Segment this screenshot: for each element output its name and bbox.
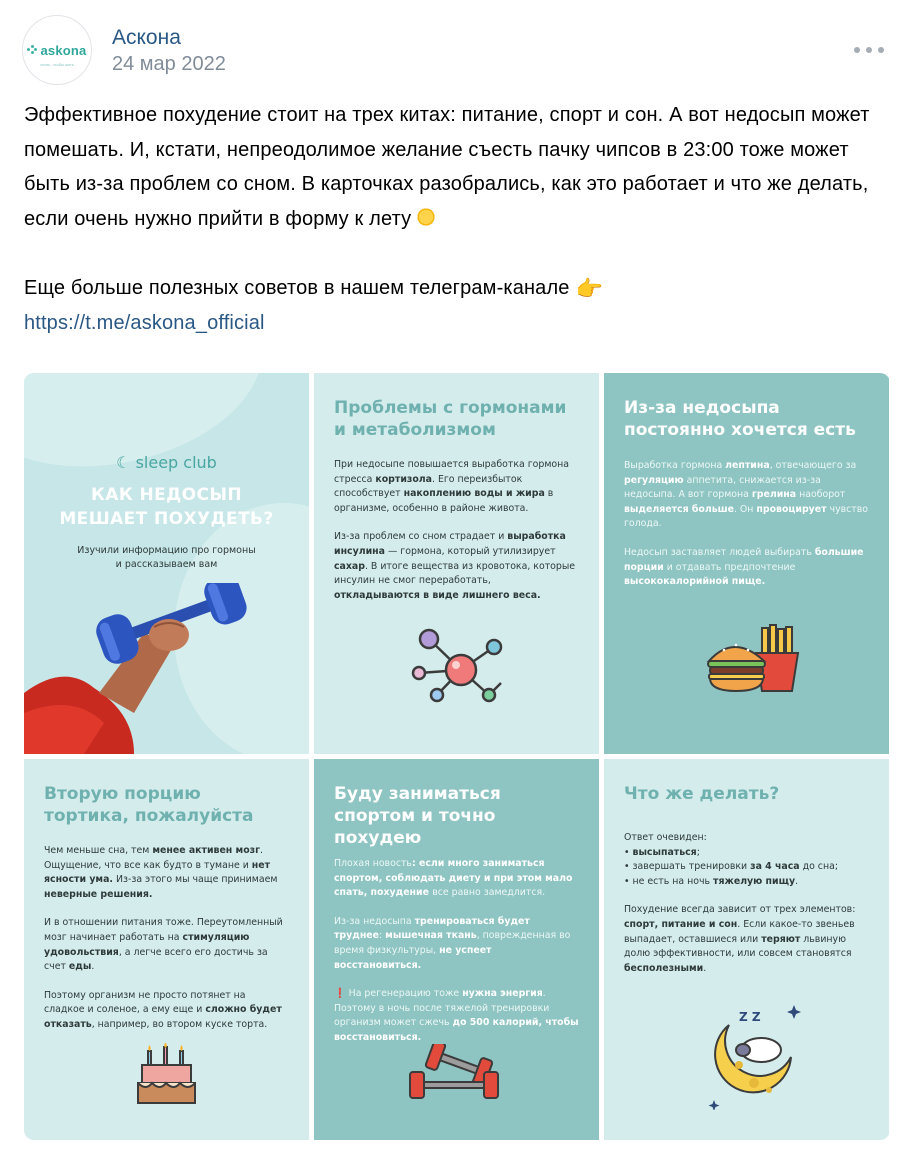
- card-1[interactable]: [24, 373, 309, 754]
- card-1-title: КАК НЕДОСЫП МЕШАЕТ ПОХУДЕТЬ?: [59, 485, 274, 529]
- card-2-body: [334, 458, 579, 617]
- avatar-logo-text: askona: [40, 42, 87, 58]
- paragraph-2-text: Еще больше полезных советов в нашем телеграм-канале: [24, 276, 570, 299]
- card-paragraph: • завершать тренировки за 4 часа до сна;: [624, 861, 838, 873]
- card-paragraph: Чем меньше сна, тем менее активен мозг. Ощущение, что все как будто в тумане и нет ясности ума. Из-за этого мы чаще принимаем неверные решения.: [44, 845, 278, 900]
- post-date[interactable]: 24 мар 2022: [112, 53, 226, 75]
- dumbbell-arm-icon: [24, 583, 309, 754]
- avatar[interactable]: [22, 15, 92, 85]
- card-4[interactable]: [24, 759, 309, 1140]
- moon-sheep-icon: [699, 995, 809, 1110]
- card-3-title: Из-за недосыпа постоянно хочется есть: [624, 398, 856, 440]
- card-6[interactable]: [604, 759, 889, 1140]
- card-paragraph: Плохая новость: если много заниматься спортом, соблюдать диету и при этом мало спать, похудение все равно замедлится.: [334, 858, 573, 899]
- post-text: [24, 98, 884, 341]
- molecule-icon: [409, 625, 509, 710]
- card-5-body: [334, 857, 579, 1060]
- card-paragraph: • не есть на ночь тяжелую пищу.: [624, 875, 799, 887]
- card-paragraph: И в отношении питания тоже. Переутомленный мозг начинает работать на стимуляцию удовольствия, а легче всего его достичь за счет еды.: [44, 917, 283, 973]
- burger-fries-icon: [704, 623, 819, 698]
- author-name[interactable]: Аскона: [112, 26, 181, 49]
- post-paragraph-1: [24, 98, 884, 236]
- dumbbells-icon: [404, 1044, 514, 1104]
- card-2[interactable]: [314, 373, 599, 754]
- card-4-body: [44, 844, 289, 1047]
- birthday-cake-icon: [134, 1043, 199, 1109]
- askona-logo-mark-icon: [27, 45, 37, 55]
- paragraph-1-text: Эффективное похудение стоит на трех китах: питание, спорт и сон. А вот недосып может помешать. И, кстати, непреодолимое желание съесть пачку чипсов в 23:00 тоже может быть из-за проблем со сном. В карточках разобрались, как это работает и что же делать, если очень нужно прийти в форму к лету: [24, 104, 870, 230]
- sun-icon: [415, 206, 437, 228]
- card-paragraph: Выработка гормона лептина, отвечающего за регуляцию аппетита, снижается из-за недосыпа. А вот гормона грелина наоборот выделяется больше. Он провоцирует чувство голода.: [624, 460, 869, 530]
- avatar-logo-sub: спать, чтобы жить: [40, 62, 74, 67]
- card-3[interactable]: [604, 373, 889, 754]
- card-6-body: Ответ очевиден: • высыпаться; • завершать тренировки за 4 часа до сна; • не есть на ночь тяжелую пищу. Похудение всегда зависит от трех элементов: спорт, питание и сон. Если какое-то звеньев выпадает, оставшиеся или теряют львиную долю эффективности, или совсем становятся бесполезными.: [624, 831, 869, 990]
- askona-logo: [27, 43, 86, 58]
- card-6-title: Что же делать?: [624, 784, 780, 804]
- sleep-club-brand: ☾ sleep club: [116, 453, 217, 472]
- zz-text: Z Z: [739, 1010, 761, 1024]
- card-5-title: Буду заниматься спортом и точно похудею: [334, 784, 501, 848]
- card-paragraph: Из-за недосыпа тренироваться будет труднее: мышечная ткань, поврежденная во время физкультуры, не успеет восстановиться.: [334, 915, 571, 971]
- card-3-body: [624, 459, 869, 604]
- photo-grid: [24, 373, 890, 1140]
- telegram-link[interactable]: https://t.me/askona_official: [24, 312, 265, 334]
- card-paragraph: Из-за проблем со сном страдает и выработка инсулина — гормона, который утилизирует сахар. В итоге вещества из кровотока, которые инсулин не смог переработать, откладываются в виде лишнего веса.: [334, 531, 576, 601]
- card-paragraph: Недосып заставляет людей выбирать большие порции и отдавать предпочтение высококалорийной пище.: [624, 546, 864, 588]
- card-2-title: Проблемы с гормонами и метаболизмом: [334, 398, 567, 440]
- card-paragraph: • высыпаться;: [624, 846, 700, 858]
- card-paragraph: Поэтому организм не просто потянет на сладкое и соленое, а ему еще и сложно будет отказать, например, во втором куске торта.: [44, 989, 282, 1030]
- post-paragraph-2: [24, 271, 884, 307]
- card-paragraph: При недосыпе повышается выработка гормона стресса кортизола. Его переизбыток способствует накоплению воды и жира в организме, особенно в районе живота.: [334, 459, 570, 514]
- card-4-title: Вторую порцию тортика, пожалуйста: [44, 784, 254, 826]
- card-5[interactable]: [314, 759, 599, 1140]
- card-1-subtitle: Изучили информацию про гормоны и рассказываем вам: [77, 545, 256, 570]
- more-horizontal-icon[interactable]: [854, 41, 884, 59]
- card-paragraph: Похудение всегда зависит от трех элементов: спорт, питание и сон. Если какое-то звеньев выпадает, оставшиеся или теряют львиную долю эффективности, или совсем становятся бесполезными.: [624, 904, 856, 974]
- card-paragraph: ❗ На регенерацию тоже нужна энергия. Поэтому в ночь после тяжелой тренировки организм может сжечь до 500 калорий, чтобы восстановиться.: [334, 988, 579, 1043]
- pointing-hand-icon: 👉: [575, 275, 604, 301]
